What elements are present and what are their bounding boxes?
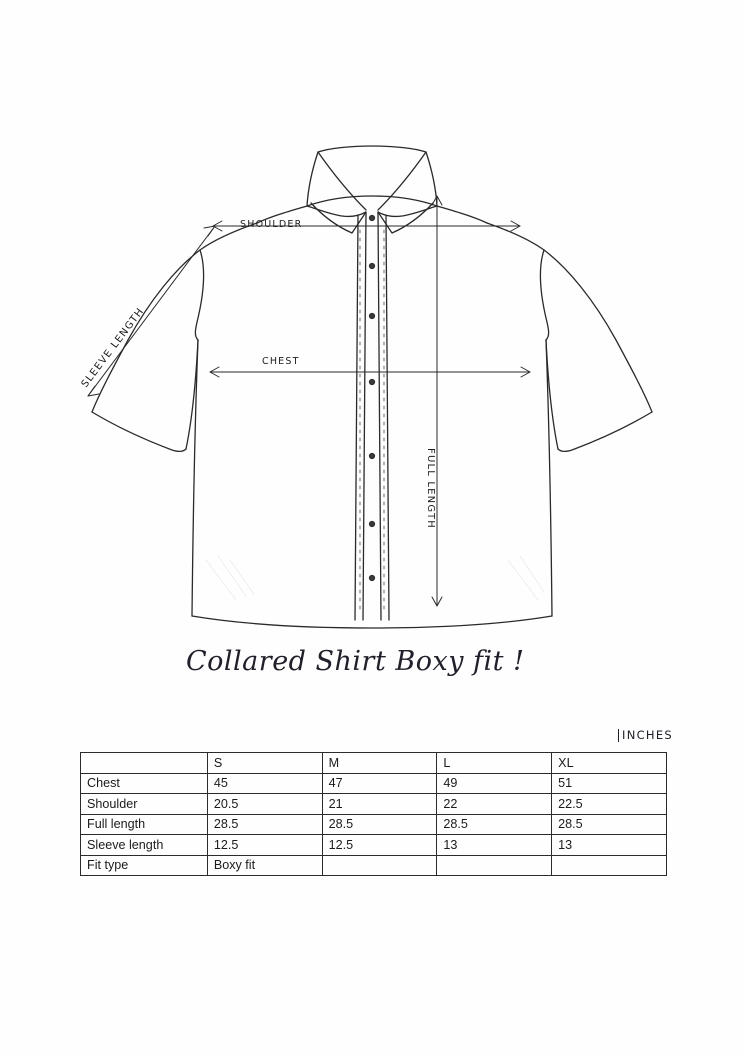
table-row — [81, 814, 667, 835]
cell-full-length-xl: 28.5 — [552, 814, 667, 835]
column-header-measure — [81, 753, 208, 774]
cell-chest-l: 49 — [437, 773, 552, 794]
cell-shoulder-s: 20.5 — [207, 794, 322, 815]
label-full-length: FULL LENGTH — [425, 448, 436, 529]
cell-sleeve-length-l: 13 — [437, 835, 552, 856]
row-label-chest: Chest — [81, 773, 208, 794]
size-chart-table — [80, 752, 667, 876]
column-header-s: S — [207, 753, 322, 774]
cell-shoulder-xl: 22.5 — [552, 794, 667, 815]
units-label: INCHES — [618, 729, 673, 742]
cell-fit-type-s: Boxy fit — [207, 855, 322, 876]
column-header-m: M — [322, 753, 437, 774]
cell-fit-type-m — [322, 855, 437, 876]
table-header-row — [81, 753, 667, 774]
cell-chest-xl: 51 — [552, 773, 667, 794]
cell-sleeve-length-xl: 13 — [552, 835, 667, 856]
row-label-full-length: Full length — [81, 814, 208, 835]
label-shoulder: SHOULDER — [240, 219, 303, 230]
row-label-fit-type: Fit type — [81, 855, 208, 876]
table-row — [81, 773, 667, 794]
cell-full-length-l: 28.5 — [437, 814, 552, 835]
column-header-xl: XL — [552, 753, 667, 774]
label-sleeve-length: SLEEVE LENGTH — [79, 305, 147, 390]
cell-shoulder-l: 22 — [437, 794, 552, 815]
cell-sleeve-length-s: 12.5 — [207, 835, 322, 856]
row-label-sleeve-length: Sleeve length — [81, 835, 208, 856]
cell-fit-type-xl — [552, 855, 667, 876]
drawing-caption: Collared Shirt Boxy fit ! — [186, 646, 525, 677]
table-row — [81, 794, 667, 815]
cell-fit-type-l — [437, 855, 552, 876]
row-label-shoulder: Shoulder — [81, 794, 208, 815]
label-chest: CHEST — [262, 356, 300, 367]
table-row — [81, 855, 667, 876]
cell-full-length-m: 28.5 — [322, 814, 437, 835]
column-header-l: L — [437, 753, 552, 774]
cell-chest-s: 45 — [207, 773, 322, 794]
cell-sleeve-length-m: 12.5 — [322, 835, 437, 856]
cell-full-length-s: 28.5 — [207, 814, 322, 835]
table-row — [81, 835, 667, 856]
cell-shoulder-m: 21 — [322, 794, 437, 815]
cell-chest-m: 47 — [322, 773, 437, 794]
